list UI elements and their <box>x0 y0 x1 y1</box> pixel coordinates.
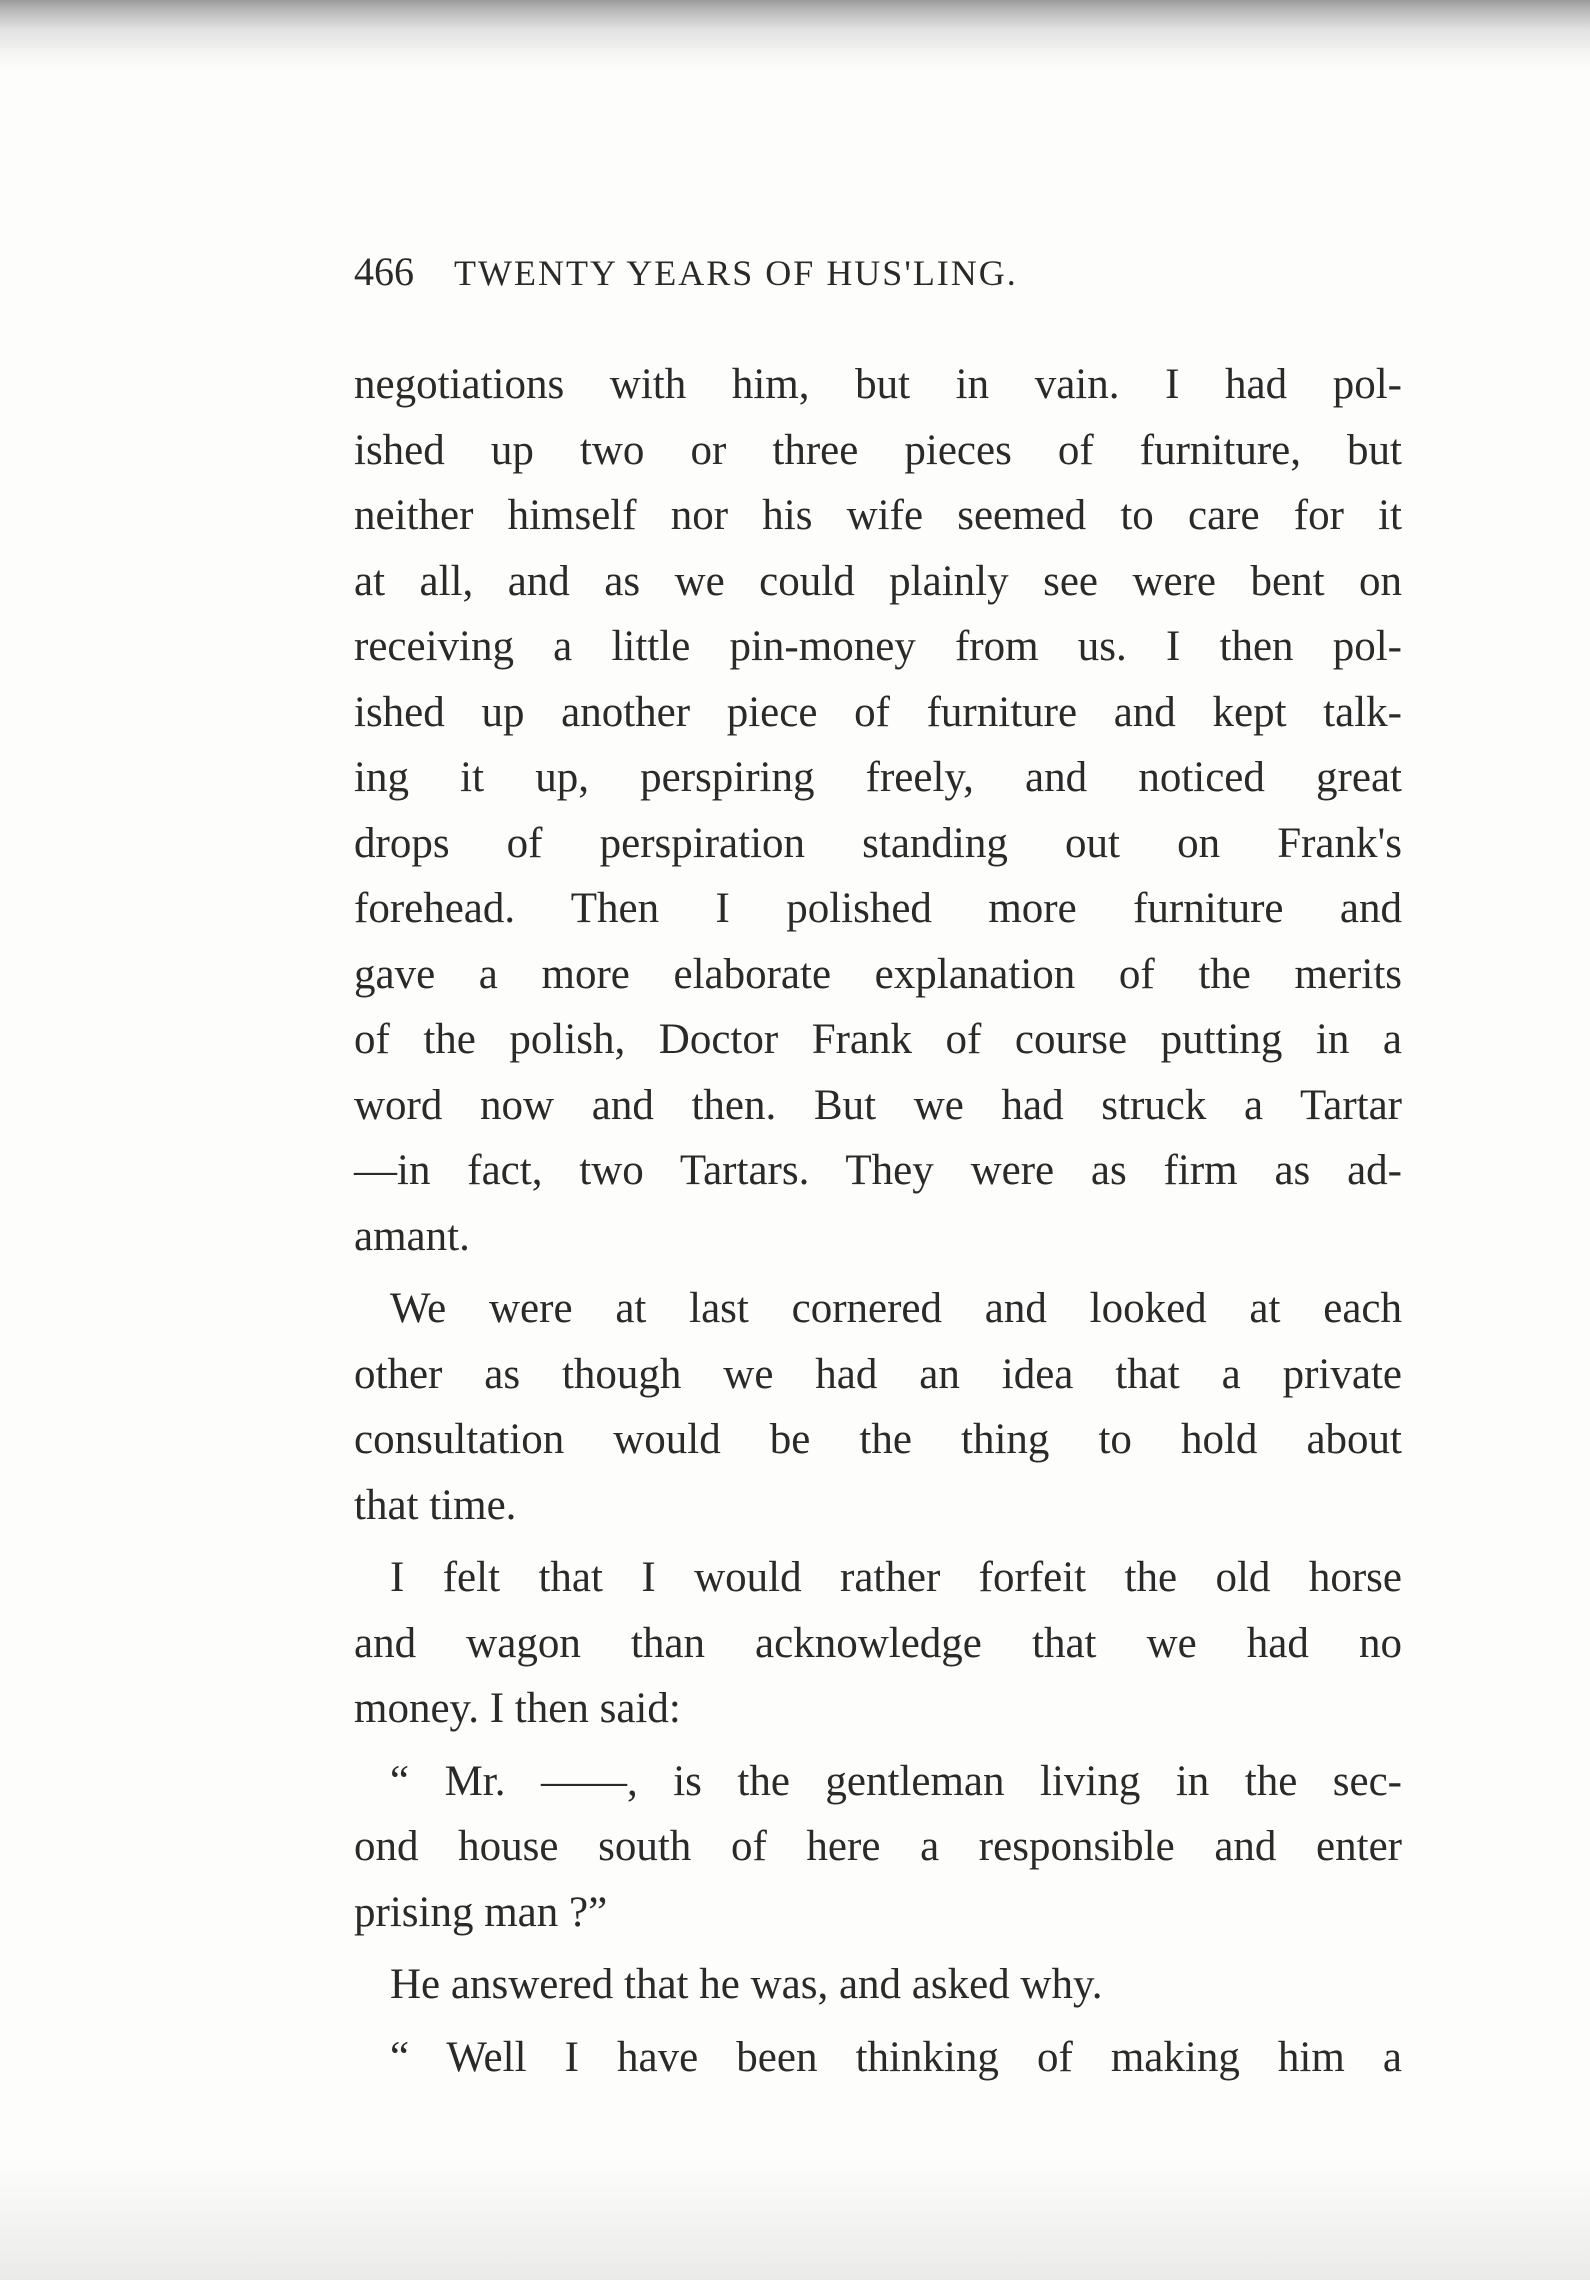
text-line: of the polish, Doctor Frank of course putting in a <box>354 1016 1402 1063</box>
scan-edge-shadow <box>0 0 1590 70</box>
text-line: ing it up, perspiring freely, and noticed great <box>354 754 1402 801</box>
text-line: consultation would be the thing to hold about <box>354 1416 1402 1463</box>
text-line: He answered that he was, and asked why. <box>390 1961 1103 2008</box>
text-line: “ Mr. ——, is the gentleman living in the sec- <box>390 1757 1402 1805</box>
paragraph <box>354 352 1402 1269</box>
page-header <box>354 248 1404 304</box>
text-line: and wagon than acknowledge that we had no <box>354 1619 1402 1667</box>
text-line: “ Well I have been thinking of making him a <box>390 2033 1402 2081</box>
text-line: receiving a little pin-money from us. I then pol- <box>354 623 1402 670</box>
text-line: that time. <box>354 1481 517 1529</box>
text-line: money. I then said: <box>354 1685 681 1732</box>
text-line: at all, and as we could plainly see were bent on <box>354 557 1402 605</box>
text-line: We were at last cornered and looked at each <box>390 1285 1402 1332</box>
text-line: ond house south of here a responsible and enter <box>354 1823 1402 1870</box>
page-body <box>354 352 1402 2097</box>
paragraph <box>354 2025 1402 2091</box>
text-line: forehead. Then I polished more furniture and <box>354 885 1402 932</box>
text-line: drops of perspiration standing out on Frank's <box>354 819 1402 867</box>
paragraph <box>354 1545 1402 1742</box>
paragraph <box>354 1276 1402 1538</box>
text-line: —in fact, two Tartars. They were as firm as ad- <box>354 1147 1402 1194</box>
text-line: other as though we had an idea that a private <box>354 1350 1402 1398</box>
text-line: ished up two or three pieces of furniture, but <box>354 426 1402 474</box>
text-line: prising man ?” <box>354 1888 608 1936</box>
page-number: 466 <box>354 249 414 294</box>
scan-bottom-noise <box>0 2160 1590 2280</box>
paragraph <box>354 1952 1402 2018</box>
text-line: I felt that I would rather forfeit the old horse <box>390 1554 1402 1601</box>
text-line: gave a more elaborate explanation of the merits <box>354 950 1402 998</box>
text-line: negotiations with him, but in vain. I had pol- <box>354 361 1402 408</box>
text-line: word now and then. But we had struck a Tartar <box>354 1081 1402 1129</box>
text-line: ished up another piece of furniture and kept talk- <box>354 688 1402 736</box>
text-line: amant. <box>354 1212 470 1260</box>
paragraph <box>354 1749 1402 1946</box>
running-title: TWENTY YEARS OF HUS'LING. <box>454 253 1018 293</box>
text-line: neither himself nor his wife seemed to care for it <box>354 492 1402 539</box>
